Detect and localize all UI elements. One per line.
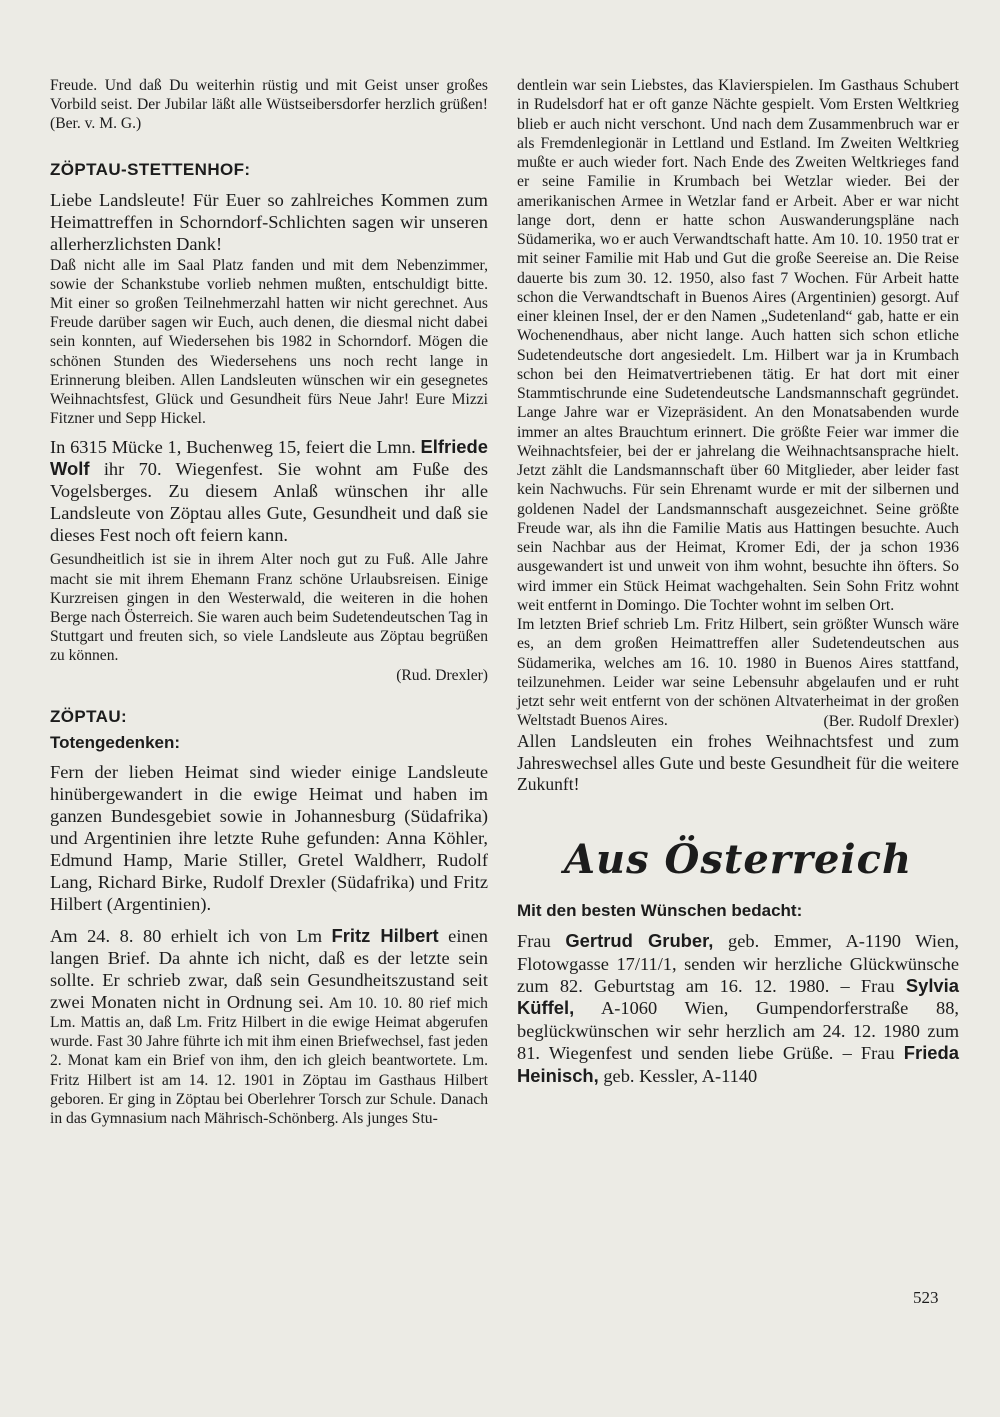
article-paragraph [517, 930, 959, 1087]
person-name: Gertrud Gruber, [565, 930, 714, 952]
article-paragraph: dentlein war sein Liebstes, das Klavierspielen. Im Gasthaus Schubert in Rudelsdorf hat er oft ganze Nächte gespielt. Vom Ersten Weltkrieg blieb er auch nicht verschont. Und nach dem Zusammenbruch war er als Fremdenlegionär in Lettland und Estland. Im Zweiten Weltkrieg mußte er auch wieder fort. Nach Ende des Zweiten Weltkrieges fand er seine Familie in Krumbach bei Wetzlar wieder. Bei der amerikanischen Armee in Wetzlar fand er Arbeit. Aber er war nicht lange dort, denn er hatte schon Auswanderungspläne nach Südamerika, wo er auch Verwandtschaft hatte. Am 10. 10. 1950 trat er mit seiner Familie mit Hab und Gut die große Seereise an. Die Reise dauerte bis zum 30. 12. 1950, also fast 7 Wochen. Für Arbeit hatte schon die Verwandtschaft in Buenos Aires (Argentinien) gesorgt. Auf einer kleinen Insel, der er den Namen „Sudetenland“ gab, hatte er ein Wochenendhaus, aber nicht lange. Auch hatten sich schon etliche Sudetendeutsche dort angesiedelt. Lm. Hilbert war ja in Krumbach schon bei den Heimatvertriebenen tätig. Er hat dort mit einer Stammtischrunde eine Sudetendeutsche Landsmannschaft gegründet. Lange Jahre war er Vizepräsident. An den Monatsabenden wurde immer an altes Brauchtum erinnert. Die größte Feier war immer die Weihnachtsfeier, bei der er jahrelang die Weihnachtsansprache hielt. Jetzt zählt die Landsmannschaft über 60 Mitglieder, aber leider fast kein Nachwuchs. Für sein Ehrenamt wurde er mit der silbernen und goldenen Nadel der Landsmannschaft ausgezeichnet. Seine größte Freude war, als ihn die Familie Matis aus Hattingen besuchte. Auch sein Nachbar aus der Heimat, Kromer Edi, der ja schon 1936 ausgewandert ist und unweit von ihm wohnt, besuchte ihn öfters. So wird immer ein Stück Heimat wachgehalten. Sein Sohn Fritz wohnt weit entfernt in Domingo. Die Tochter wohnt im selben Ort. [517, 77, 959, 614]
article-paragraph: Fern der lieben Heimat sind wieder einige Landsleute hinübergewandert in die ewige Heimat und haben im ganzen Bundesgebiet sowie in Johannesburg (Südafrika) und Argentinien ihre letzte Ruhe gefunden: Anna Köhler, Edmund Hamp, Marie Stiller, Gretel Waldherr, Rudolf Lang, Richard Birke, Rudolf Drexler (Südafrika) und Fritz Hilbert (Argentinien). [50, 761, 488, 914]
article-paragraph: Liebe Landsleute! Für Euer so zahlreiches Kommen zum Heimattreffen in Schorndorf-Schlichten sagen wir unseren allerherzlichsten Dank! [50, 189, 488, 254]
subheading-totengedenken: Totengedenken: [50, 732, 181, 752]
author-signature: (Ber. Rudolf Drexler) [823, 712, 959, 730]
text-span: Am 24. 8. 80 erhielt ich von Lm [50, 925, 332, 946]
text-span: einen langen Brief. Da ahnte ich nicht, daß es der letzte sein sollte. Er schrieb zwar, daß sein Gesundheitszustand seit zwei Monaten nicht in Ordnung sei. [50, 925, 488, 1012]
text-span: ihr 70. Wiegenfest. Sie wohnt am Fuße des Vogelsberges. Zu diesem Anlaß wünschen ihr alle Landsleute von Zöptau alles Gute, Gesundheit und daß sie dieses Fest noch oft feiern kann. [50, 459, 488, 546]
right-column [517, 76, 959, 1087]
person-name: Elfriede Wolf [50, 436, 488, 480]
person-name: Fritz Hilbert [331, 924, 439, 946]
article-paragraph: Im letzten Brief schrieb Lm. Fritz Hilbert, sein größter Wunsch wäre es, an dem großen Heimattreffen aller Sudetendeutschen aus Südamerika, welches am 16. 10. 1980 in Buenos Aires stattfand, teilzunehmen. Leider war seine Lebensuhr abgelaufen und er ruht jetzt sehr weit entfernt von der schönen Altvaterheimat in der großen Weltstadt Buenos Aires. [517, 616, 959, 730]
article-paragraph [50, 925, 488, 1128]
article-paragraph: Daß nicht alle im Saal Platz fanden und mit dem Nebenzimmer, sowie der Schankstube vorlieb nehmen mußten, entschuldigt bitte. Mit einer so großen Teilnehmerzahl hatten wir nicht gerechnet. Aus Freude darüber sagen wir Euch, auch denen, die diesmal nicht dabei sein konnten, auf Wiedersehen bis 1982 in Schorndorf. Mögen die schönen Stunden des Wiedersehens uns noch recht lange in Erinnerung bleiben. Allen Landsleuten wünschen wir ein gesegnetes Weihnachtsfest, Glück und Gesundheit fürs Neue Jahr! Eure Mizzi Fitzner und Sepp Hickel. [50, 256, 488, 428]
text-span: geb. Kessler, A-1140 [598, 1065, 758, 1086]
section-heading-zoeptau: ZÖPTAU: [50, 706, 128, 726]
text-span: A-1060 Wien, Gumpendorferstraße 88, beglückwünschen wir sehr herzlich am 24. 12. 1980 zum 81. Wiegenfest und senden liebe Grüße. – Frau [517, 998, 959, 1064]
left-column [50, 76, 488, 1128]
section-heading-zoeptau-stettenhof: ZÖPTAU-STETTENHOF: [50, 159, 251, 179]
author-signature: (Rud. Drexler) [396, 666, 488, 684]
text-span: Frau [517, 931, 566, 952]
person-name: Frieda Heinisch, [517, 1042, 959, 1086]
section-title-aus-oesterreich: Aus Österreich [563, 836, 913, 884]
article-paragraph: Gesundheitlich ist sie in ihrem Alter noch gut zu Fuß. Alle Jahre macht sie mit ihrem Ehemann Franz schöne Urlaubsreisen. Einige Kurzreisen gingen in den Westerwald, die weiteren in die hohen Berge nach Österreich. Sie waren auch beim Sudetendeutschen Tag in Stuttgart und freuten sich, so viele Landsleute aus Zöptau begrüßen zu können. [50, 551, 488, 665]
text-span: geb. Emmer, A-1190 Wien, Flotowgasse 17/11/1, senden wir herzliche Glückwünsche zum 82. Geburtstag am 16. 12. 1980. – Frau [517, 931, 959, 996]
text-span: Am 10. 10. 80 rief mich Lm. Mattis an, daß Lm. Fritz Hilbert in die ewige Heimat abgerufen wurde. Fast 30 Jahre führte ich mit ihm einen Briefwechsel, fast jeden 2. Monat kam ein Brief von ihm, den ich gleich beantwortete. Lm. Fritz Hilbert ist am 14. 12. 1901 in Zöptau im Gasthaus Hilbert geboren. Er ging in Zöptau bei Oberlehrer Torsch zur Schule. Danach in das Gymnasium nach Mährisch-Schönberg. Als junges Stu- [50, 994, 488, 1128]
person-name: Sylvia Küffel, [517, 974, 959, 1019]
article-paragraph [50, 436, 488, 546]
subheading-glueckwuensche: Mit den besten Wünschen bedacht: [517, 901, 803, 921]
article-paragraph: Allen Landsleuten ein frohes Weihnachtsfest und zum Jahreswechsel alles Gute und beste Gesundheit für die weitere Zukunft! [517, 730, 959, 795]
page-number: 523 [913, 1288, 939, 1307]
article-paragraph: Freude. Und daß Du weiterhin rüstig und mit Geist unser großes Vorbild seist. Der Jubilar läßt alle Wüstseibersdorfer herzlich grüßen! (Ber. v. M. G.) [50, 77, 488, 133]
text-span: In 6315 Mücke 1, Buchenweg 15, feiert die Lmn. [50, 437, 421, 458]
